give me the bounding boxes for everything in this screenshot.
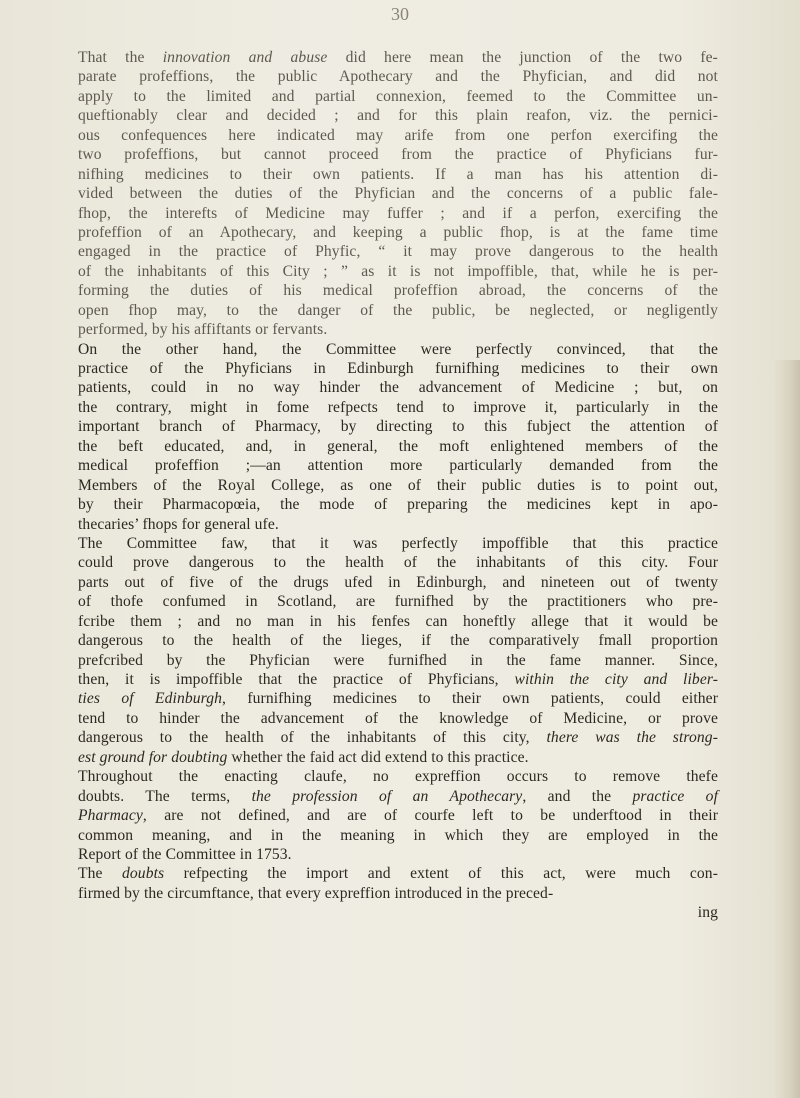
- text-run: performed, by his affiftants or fervants.: [78, 321, 328, 339]
- text-run: doubts. The terms,: [78, 787, 252, 805]
- text-run: medical profeffion ;—an attention more particularly demanded from the: [78, 457, 718, 475]
- text-run: patients, could in no way hinder the advancement of Medicine ; but, on: [78, 379, 718, 397]
- text-line: [78, 281, 718, 300]
- text-line: [78, 340, 718, 359]
- text-line: [78, 631, 718, 650]
- body-text: [78, 48, 718, 923]
- text-line: [78, 417, 718, 436]
- text-line: [78, 592, 718, 611]
- italic-text-run: practice of: [632, 787, 719, 805]
- text-run: of thofe confumed in Scotland, are furnifhed by the practitioners who pre-: [78, 593, 718, 611]
- text-run: the beft educated, and, in general, the moft enlightened members of the: [78, 437, 718, 455]
- text-run: , furnifhing medicines to their own patients, could either: [222, 690, 718, 708]
- italic-text-run: est ground for doubting: [78, 748, 228, 766]
- text-line: [78, 495, 718, 514]
- italic-text-run: within the city and liber-: [514, 671, 718, 688]
- text-line: [78, 728, 718, 747]
- text-run: queftionably clear and decided ; and for this plain reafon, viz. the pernici-: [78, 107, 718, 125]
- paragraph: [78, 534, 718, 767]
- text-run: parts out of five of the drugs ufed in Edinburgh, and nineteen out of twenty: [78, 573, 718, 591]
- text-run: of the inhabitants of this City ; ” as it is not impoffible, that, while he is per-: [78, 262, 718, 280]
- paragraph: [78, 48, 718, 340]
- text-run: refpecting the import and extent of this act, were much con-: [164, 865, 718, 883]
- text-line: [78, 534, 718, 553]
- text-line: [78, 242, 718, 261]
- text-run: then, it is impoffible that the practice of Phyficians,: [78, 671, 515, 688]
- text-run: nifhing medicines to their own patients. If a man has his attention di-: [78, 165, 718, 183]
- text-line: [78, 806, 718, 825]
- catchword: ing: [697, 904, 718, 922]
- text-line: [78, 87, 718, 106]
- text-line: [78, 223, 718, 242]
- text-line: [78, 204, 718, 223]
- italic-text-run: doubts: [122, 865, 165, 883]
- text-run: fcribe them ; and no man in his fenfes can honeftly allege that it would be: [78, 612, 718, 630]
- text-run: , and the: [522, 787, 633, 805]
- text-run: by their Pharmacopœia, the mode of preparing the medicines kept in apo-: [78, 496, 718, 514]
- text-run: Members of the Royal College, as one of their public duties is to point out,: [78, 476, 718, 494]
- text-run: That the: [78, 49, 163, 66]
- text-run: firmed by the circumftance, that every expreffion introduced in the preced-: [78, 884, 554, 902]
- text-run: dangerous to the health of the inhabitants of this city,: [78, 729, 547, 747]
- text-line: [78, 553, 718, 572]
- italic-text-run: there was the strong-: [546, 729, 718, 747]
- text-line: [78, 767, 718, 786]
- italic-text-run: innovation and abuse: [162, 49, 328, 66]
- text-line: [78, 515, 718, 534]
- text-line: [78, 748, 718, 767]
- text-run: vided between the duties of the Phyfician and the concerns of a public fale-: [78, 185, 718, 203]
- italic-text-run: ties of Edinburgh: [78, 690, 223, 708]
- text-run: common meaning, and in the meaning in which they are employed in the: [78, 826, 718, 844]
- text-line: [78, 826, 718, 845]
- text-line: [78, 359, 718, 378]
- text-run: whether the faid act did extend to this practice.: [227, 748, 529, 766]
- text-run: tend to hinder the advancement of the knowledge of Medicine, or prove: [78, 709, 718, 727]
- page-edge-shading: [774, 360, 800, 1098]
- text-run: apply to the limited and partial connexion, feemed to the Committee un-: [78, 87, 718, 105]
- text-line: [78, 884, 718, 903]
- text-run: did here mean the junction of the two fe-: [327, 49, 718, 66]
- text-line: [78, 106, 718, 125]
- text-line: [78, 476, 718, 495]
- text-line: [78, 145, 718, 164]
- text-line: [78, 864, 718, 883]
- text-run: The Committee faw, that it was perfectly impoffible that this practice: [78, 534, 718, 552]
- text-line: [78, 845, 718, 864]
- text-line: [78, 301, 718, 320]
- text-line: [78, 165, 718, 184]
- text-line: [78, 320, 718, 339]
- text-line: [78, 709, 718, 728]
- text-run: engaged in the practice of Phyfic, “ it may prove dangerous to the health: [78, 243, 718, 261]
- text-line: [78, 398, 718, 417]
- text-line: [78, 456, 718, 475]
- text-run: dangerous to the health of the lieges, if the comparatively fmall proportion: [78, 632, 718, 650]
- text-run: Report of the Committee in 1753.: [78, 845, 292, 863]
- text-run: profeffion of an Apothecary, and keeping a public fhop, is at the fame time: [78, 223, 718, 241]
- text-run: prefcribed by the Phyfician were furnifhed in the fame manner. Since,: [78, 651, 718, 669]
- italic-text-run: the profession of an Apothecary: [251, 787, 523, 805]
- paragraph: [78, 864, 718, 903]
- text-line: [78, 651, 718, 670]
- text-line: [78, 787, 718, 806]
- paragraph: [78, 340, 718, 534]
- text-run: Throughout the enacting claufe, no expreffion occurs to remove thefe: [78, 768, 718, 786]
- text-run: The: [78, 865, 123, 883]
- page-number: 30: [391, 4, 409, 24]
- text-line: [78, 67, 718, 86]
- text-run: thecaries’ fhops for general ufe.: [78, 515, 279, 533]
- text-run: ous confequences here indicated may arife from one perfon exercifing the: [78, 126, 718, 144]
- text-line: [78, 689, 718, 708]
- text-run: forming the duties of his medical profeffion abroad, the concerns of the: [78, 282, 718, 300]
- text-line: [78, 437, 718, 456]
- text-line: [78, 126, 718, 145]
- paragraph: [78, 767, 718, 864]
- text-run: two profeffions, but cannot proceed from the practice of Phyficians fur-: [78, 146, 718, 164]
- text-line: [78, 612, 718, 631]
- text-run: could prove dangerous to the health of the inhabitants of this city. Four: [78, 554, 718, 572]
- text-run: the contrary, might in fome refpects tend to improve it, particularly in the: [78, 398, 718, 416]
- text-line: [78, 573, 718, 592]
- text-line: [78, 184, 718, 203]
- text-run: On the other hand, the Committee were perfectly convinced, that the: [78, 340, 718, 358]
- text-line: [78, 262, 718, 281]
- italic-text-run: Pharmacy: [78, 807, 143, 825]
- text-line: [78, 378, 718, 397]
- text-run: , are not defined, and are of courfe left to be underftood in their: [142, 807, 718, 825]
- text-line: [78, 670, 718, 689]
- text-run: fhop, the interefts of Medicine may fuffer ; and if a perfon, exercifing the: [78, 204, 718, 222]
- text-run: open fhop may, to the danger of the public, be neglected, or negligently: [78, 301, 718, 319]
- text-run: parate profeffions, the public Apothecary and the Phyfician, and did not: [78, 68, 718, 86]
- text-line: [78, 48, 718, 67]
- text-run: important branch of Pharmacy, by directing to this fubject the attention of: [78, 418, 718, 436]
- text-run: practice of the Phyficians in Edinburgh furnifhing medicines to their own: [78, 360, 718, 377]
